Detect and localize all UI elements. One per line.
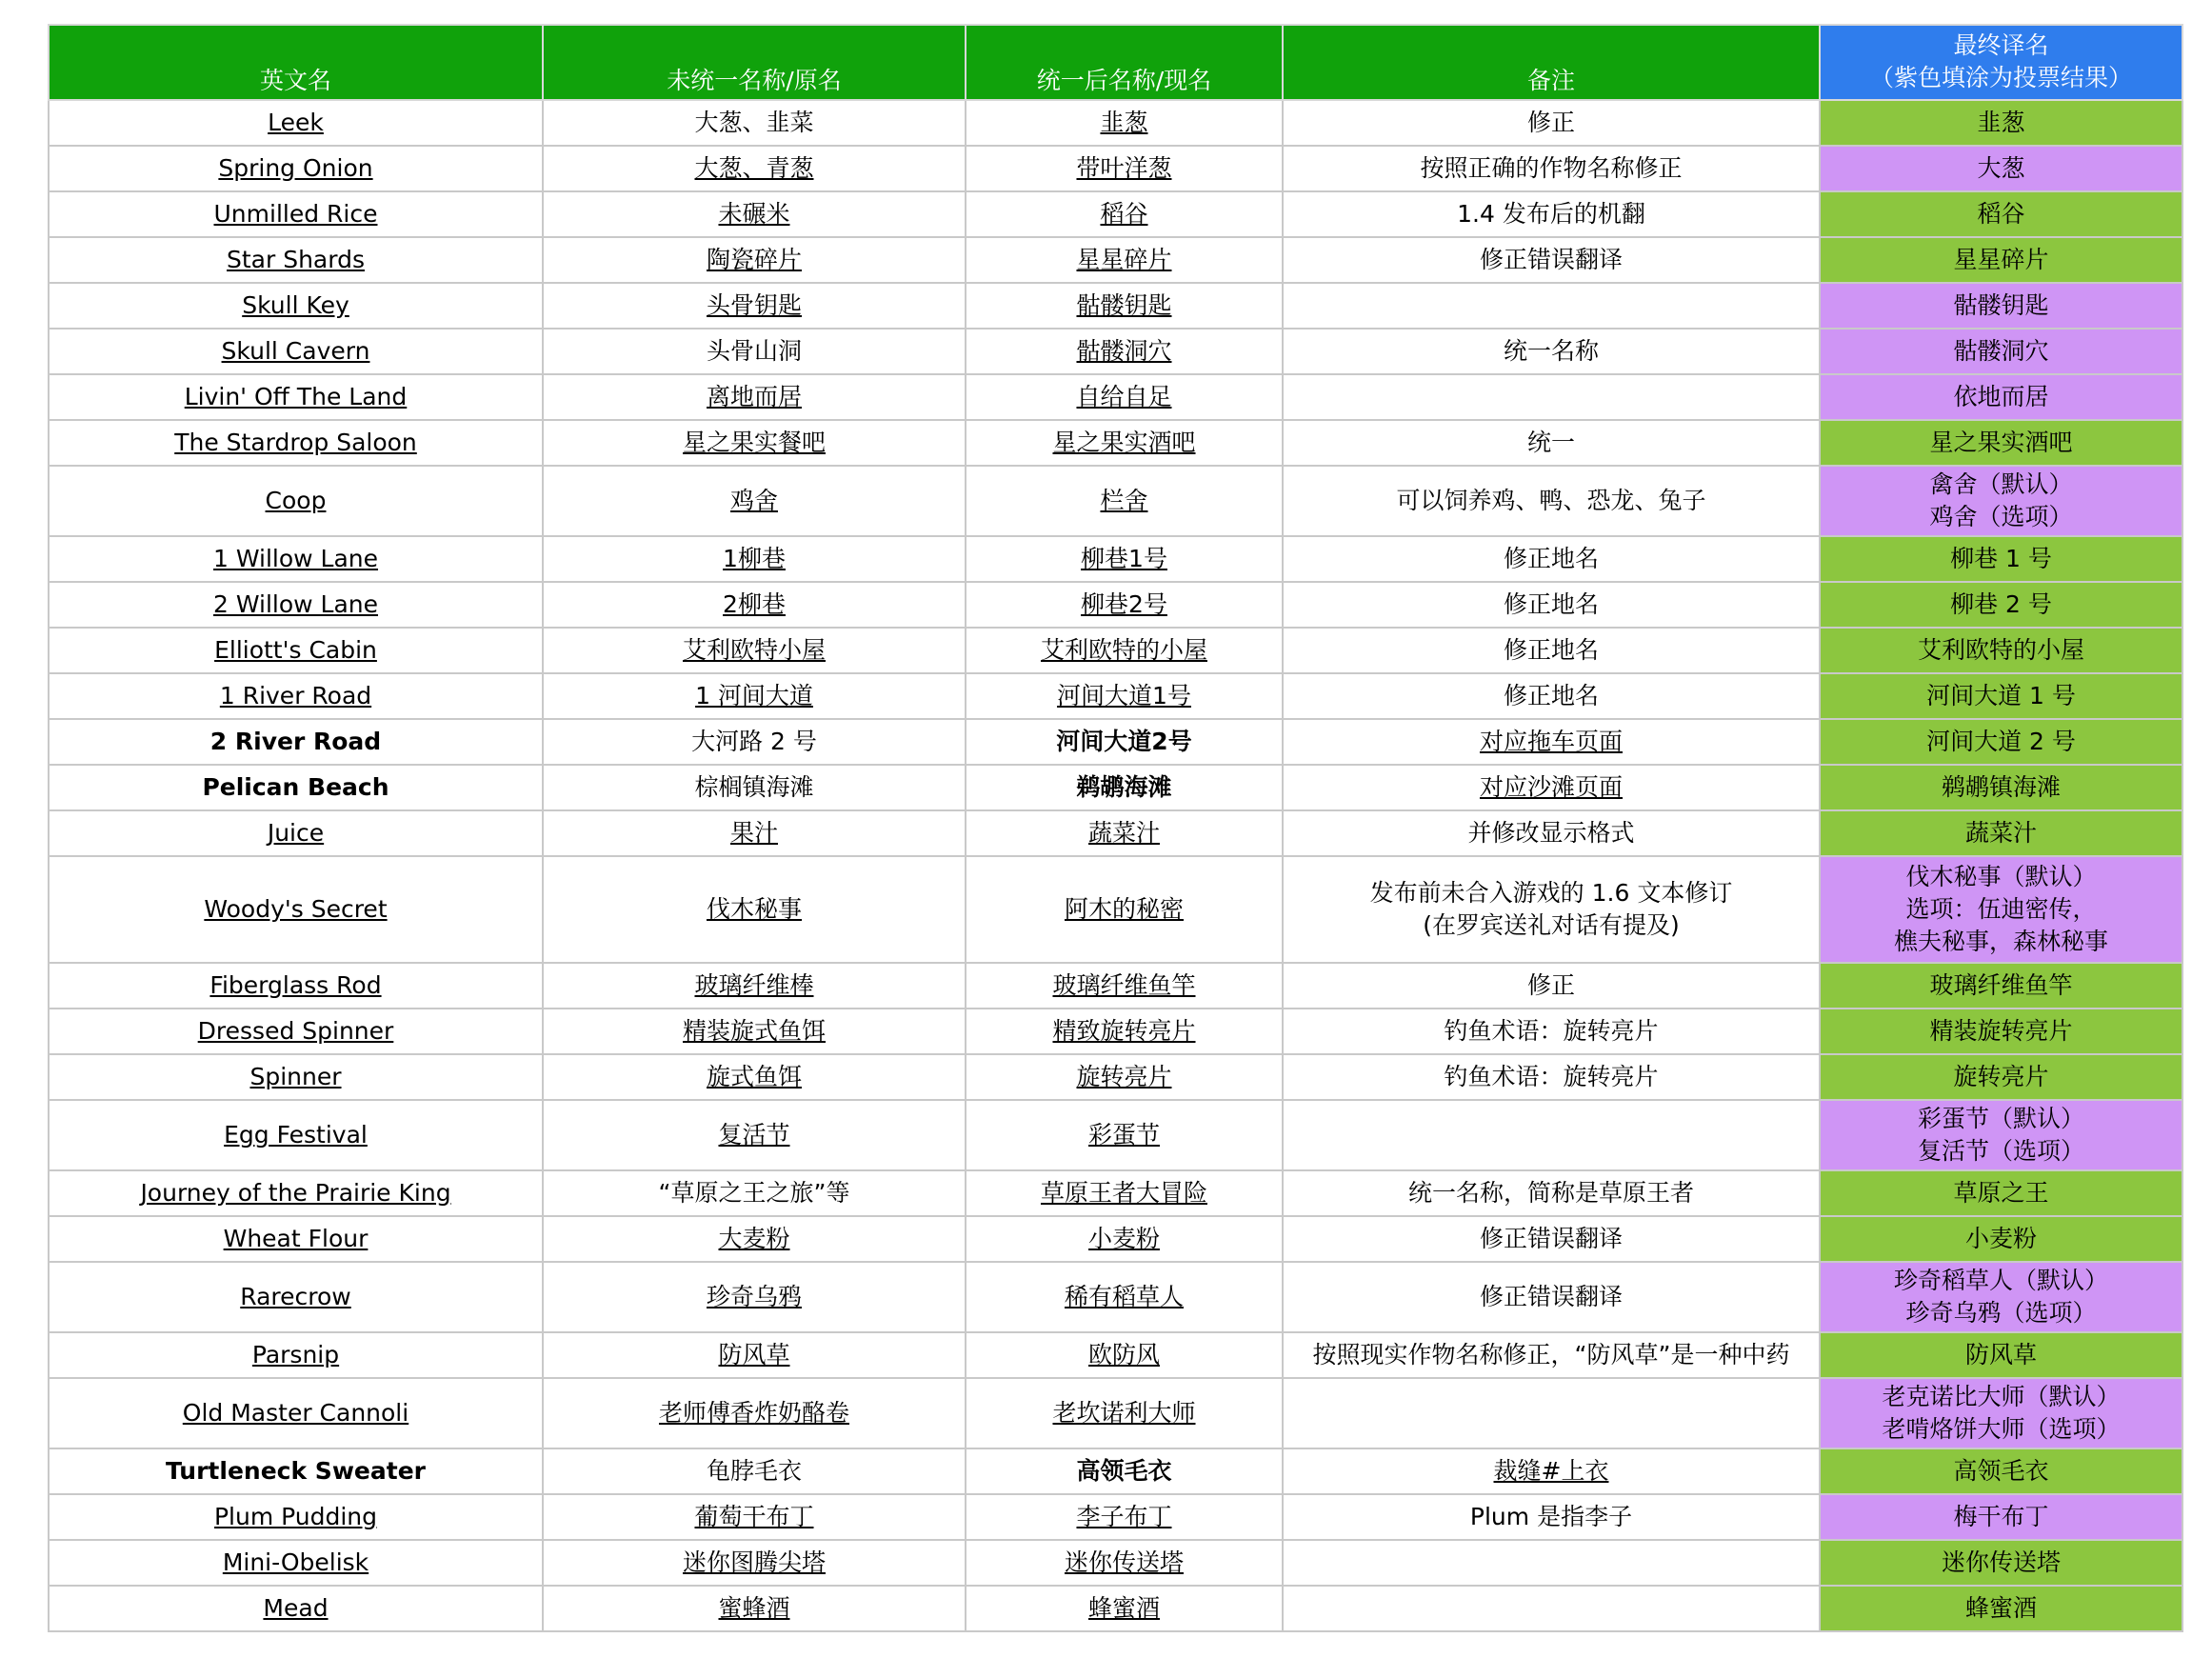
final-name-cell: 珍奇稻草人（默认） 珍奇乌鸦（选项）	[1820, 1262, 2182, 1332]
table-row	[49, 1100, 2182, 1170]
original-name-cell[interactable]: 大麦粉	[543, 1216, 966, 1262]
table-row	[49, 963, 2182, 1009]
table-header	[49, 25, 2182, 100]
note-cell[interactable]: 对应沙滩页面	[1283, 765, 1820, 810]
table-row	[49, 1332, 2182, 1378]
table-row	[49, 374, 2182, 420]
english-name-cell[interactable]: Spring Onion	[49, 146, 543, 191]
english-name-cell[interactable]: Woody's Secret	[49, 856, 543, 963]
header-notes: 备注	[1283, 25, 1820, 100]
original-name-cell: 大葱、韭菜	[543, 100, 966, 146]
table-row	[49, 420, 2182, 466]
original-name-cell[interactable]: 葡萄干布丁	[543, 1494, 966, 1540]
unified-name-cell[interactable]: 蜂蜜酒	[966, 1586, 1283, 1631]
final-name-cell: 河间大道 2 号	[1820, 719, 2182, 765]
english-name-cell[interactable]: Wheat Flour	[49, 1216, 543, 1262]
final-name-cell: 艾利欧特的小屋	[1820, 628, 2182, 673]
header-original-name: 未统一名称/原名	[543, 25, 966, 100]
unified-name-cell[interactable]: 柳巷2号	[966, 582, 1283, 628]
unified-name-cell[interactable]: 草原王者大冒险	[966, 1170, 1283, 1216]
final-name-cell: 迷你传送塔	[1820, 1540, 2182, 1586]
final-name-cell: 旋转亮片	[1820, 1054, 2182, 1100]
note-cell: 发布前未合入游戏的 1.6 文本修订 (在罗宾送礼对话有提及)	[1283, 856, 1820, 963]
final-name-cell: 骷髅钥匙	[1820, 283, 2182, 329]
english-name-cell[interactable]: Journey of the Prairie King	[49, 1170, 543, 1216]
table-row	[49, 100, 2182, 146]
note-cell	[1283, 1100, 1820, 1170]
english-name-cell[interactable]: Mead	[49, 1586, 543, 1631]
english-name-cell[interactable]: Coop	[49, 466, 543, 536]
original-name-cell[interactable]: 陶瓷碎片	[543, 237, 966, 283]
table-row	[49, 810, 2182, 856]
final-name-cell: 稻谷	[1820, 191, 2182, 237]
unified-name-cell[interactable]: 蔬菜汁	[966, 810, 1283, 856]
unified-name-cell[interactable]: 骷髅钥匙	[966, 283, 1283, 329]
unified-name-cell[interactable]: 稀有稻草人	[966, 1262, 1283, 1332]
unified-name-cell[interactable]: 精致旋转亮片	[966, 1009, 1283, 1054]
unified-name-cell[interactable]: 阿木的秘密	[966, 856, 1283, 963]
original-name-cell[interactable]: 迷你图腾尖塔	[543, 1540, 966, 1586]
table-row	[49, 1170, 2182, 1216]
table-row	[49, 1262, 2182, 1332]
english-name-cell[interactable]: The Stardrop Saloon	[49, 420, 543, 466]
note-cell[interactable]: 裁缝#上衣	[1283, 1448, 1820, 1494]
note-cell	[1283, 1586, 1820, 1631]
note-cell: 修正地名	[1283, 582, 1820, 628]
final-name-cell: 玻璃纤维鱼竿	[1820, 963, 2182, 1009]
header-unified-name: 统一后名称/现名	[966, 25, 1283, 100]
translation-table	[48, 24, 2183, 1632]
final-name-cell: 禽舍（默认） 鸡舍（选项）	[1820, 466, 2182, 536]
final-name-cell: 星星碎片	[1820, 237, 2182, 283]
final-name-cell: 防风草	[1820, 1332, 2182, 1378]
english-name-cell[interactable]: Skull Cavern	[49, 329, 543, 374]
note-cell: 修正错误翻译	[1283, 237, 1820, 283]
unified-name-cell[interactable]: 小麦粉	[966, 1216, 1283, 1262]
table-row	[49, 856, 2182, 963]
unified-name-cell[interactable]: 李子布丁	[966, 1494, 1283, 1540]
table-row	[49, 1216, 2182, 1262]
english-name-cell[interactable]: Elliott's Cabin	[49, 628, 543, 673]
unified-name-cell[interactable]: 迷你传送塔	[966, 1540, 1283, 1586]
table-row	[49, 1494, 2182, 1540]
table-row	[49, 237, 2182, 283]
unified-name-cell[interactable]: 玻璃纤维鱼竿	[966, 963, 1283, 1009]
final-name-cell: 蜂蜜酒	[1820, 1586, 2182, 1631]
original-name-cell: 龟脖毛衣	[543, 1448, 966, 1494]
english-name-cell[interactable]: Fiberglass Rod	[49, 963, 543, 1009]
note-cell	[1283, 1540, 1820, 1586]
final-name-cell: 骷髅洞穴	[1820, 329, 2182, 374]
final-name-cell: 大葱	[1820, 146, 2182, 191]
original-name-cell[interactable]: 旋式鱼饵	[543, 1054, 966, 1100]
note-cell: 修正	[1283, 963, 1820, 1009]
final-name-cell: 柳巷 1 号	[1820, 536, 2182, 582]
final-name-cell: 星之果实酒吧	[1820, 420, 2182, 466]
original-name-cell[interactable]: 玻璃纤维棒	[543, 963, 966, 1009]
table-row	[49, 582, 2182, 628]
original-name-cell[interactable]: 星之果实餐吧	[543, 420, 966, 466]
final-name-cell: 梅干布丁	[1820, 1494, 2182, 1540]
original-name-cell[interactable]: 复活节	[543, 1100, 966, 1170]
table-row	[49, 466, 2182, 536]
table-row	[49, 1378, 2182, 1448]
english-name-cell[interactable]: Unmilled Rice	[49, 191, 543, 237]
table-row	[49, 673, 2182, 719]
final-name-cell: 精装旋转亮片	[1820, 1009, 2182, 1054]
table-row	[49, 191, 2182, 237]
note-cell: 修正地名	[1283, 536, 1820, 582]
original-name-cell[interactable]: 大葱、青葱	[543, 146, 966, 191]
table-row	[49, 329, 2182, 374]
original-name-cell[interactable]: 老师傅香炸奶酪卷	[543, 1378, 966, 1448]
english-name-cell[interactable]: Old Master Cannoli	[49, 1378, 543, 1448]
note-cell: Plum 是指李子	[1283, 1494, 1820, 1540]
unified-name-cell[interactable]: 栏舍	[966, 466, 1283, 536]
english-name-cell: Pelican Beach	[49, 765, 543, 810]
header-english-name: 英文名	[49, 25, 543, 100]
original-name-cell[interactable]: 蜜蜂酒	[543, 1586, 966, 1631]
original-name-cell[interactable]: 1 河间大道	[543, 673, 966, 719]
note-cell: 统一	[1283, 420, 1820, 466]
note-cell: 修正错误翻译	[1283, 1262, 1820, 1332]
table-row	[49, 1009, 2182, 1054]
original-name-cell[interactable]: 1柳巷	[543, 536, 966, 582]
original-name-cell: “草原之王之旅”等	[543, 1170, 966, 1216]
unified-name-cell[interactable]: 稻谷	[966, 191, 1283, 237]
english-name-cell[interactable]: Parsnip	[49, 1332, 543, 1378]
english-name-cell[interactable]: Mini-Obelisk	[49, 1540, 543, 1586]
final-name-cell: 蔬菜汁	[1820, 810, 2182, 856]
final-name-cell: 柳巷 2 号	[1820, 582, 2182, 628]
note-cell	[1283, 1378, 1820, 1448]
unified-name-cell[interactable]: 骷髅洞穴	[966, 329, 1283, 374]
unified-name-cell[interactable]: 自给自足	[966, 374, 1283, 420]
unified-name-cell[interactable]: 星星碎片	[966, 237, 1283, 283]
english-name-cell[interactable]: Egg Festival	[49, 1100, 543, 1170]
english-name-cell[interactable]: Livin' Off The Land	[49, 374, 543, 420]
original-name-cell: 头骨山洞	[543, 329, 966, 374]
unified-name-cell[interactable]: 星之果实酒吧	[966, 420, 1283, 466]
unified-name-cell[interactable]: 带叶洋葱	[966, 146, 1283, 191]
english-name-cell[interactable]: Skull Key	[49, 283, 543, 329]
final-name-cell: 彩蛋节（默认） 复活节（选项）	[1820, 1100, 2182, 1170]
table-body	[49, 100, 2182, 1631]
table-row	[49, 146, 2182, 191]
note-cell[interactable]: 对应拖车页面	[1283, 719, 1820, 765]
english-name-cell[interactable]: Spinner	[49, 1054, 543, 1100]
original-name-cell[interactable]: 珍奇乌鸦	[543, 1262, 966, 1332]
unified-name-cell[interactable]: 彩蛋节	[966, 1100, 1283, 1170]
note-cell	[1283, 374, 1820, 420]
original-name-cell[interactable]: 鸡舍	[543, 466, 966, 536]
unified-name-cell[interactable]: 欧防风	[966, 1332, 1283, 1378]
table-row	[49, 628, 2182, 673]
english-name-cell[interactable]: Star Shards	[49, 237, 543, 283]
table-row	[49, 1448, 2182, 1494]
final-name-cell: 草原之王	[1820, 1170, 2182, 1216]
english-name-cell[interactable]: Plum Pudding	[49, 1494, 543, 1540]
note-cell: 并修改显示格式	[1283, 810, 1820, 856]
english-name-cell[interactable]: 1 Willow Lane	[49, 536, 543, 582]
unified-name-cell[interactable]: 柳巷1号	[966, 536, 1283, 582]
final-name-cell: 伐木秘事（默认） 选项：伍迪密传， 樵夫秘事，森林秘事	[1820, 856, 2182, 963]
note-cell	[1283, 283, 1820, 329]
note-cell: 按照正确的作物名称修正	[1283, 146, 1820, 191]
original-name-cell[interactable]: 防风草	[543, 1332, 966, 1378]
unified-name-cell[interactable]: 河间大道1号	[966, 673, 1283, 719]
final-name-cell: 依地而居	[1820, 374, 2182, 420]
english-name-cell: Turtleneck Sweater	[49, 1448, 543, 1494]
header-row	[49, 25, 2182, 100]
final-name-cell: 韭葱	[1820, 100, 2182, 146]
table-row	[49, 283, 2182, 329]
note-cell: 钓鱼术语：旋转亮片	[1283, 1054, 1820, 1100]
original-name-cell[interactable]: 果汁	[543, 810, 966, 856]
original-name-cell[interactable]: 头骨钥匙	[543, 283, 966, 329]
unified-name-cell: 河间大道2号	[966, 719, 1283, 765]
original-name-cell[interactable]: 伐木秘事	[543, 856, 966, 963]
note-cell: 可以饲养鸡、鸭、恐龙、兔子	[1283, 466, 1820, 536]
table-row	[49, 765, 2182, 810]
note-cell: 修正地名	[1283, 628, 1820, 673]
note-cell: 1.4 发布后的机翻	[1283, 191, 1820, 237]
original-name-cell[interactable]: 未碾米	[543, 191, 966, 237]
table-row	[49, 1540, 2182, 1586]
english-name-cell[interactable]: Dressed Spinner	[49, 1009, 543, 1054]
final-name-cell: 老克诺比大师（默认） 老啃烙饼大师（选项）	[1820, 1378, 2182, 1448]
table-row	[49, 536, 2182, 582]
original-name-cell[interactable]: 2柳巷	[543, 582, 966, 628]
final-name-cell: 小麦粉	[1820, 1216, 2182, 1262]
original-name-cell[interactable]: 离地而居	[543, 374, 966, 420]
note-cell: 钓鱼术语：旋转亮片	[1283, 1009, 1820, 1054]
unified-name-cell: 高领毛衣	[966, 1448, 1283, 1494]
unified-name-cell: 鹈鹕海滩	[966, 765, 1283, 810]
final-name-cell: 河间大道 1 号	[1820, 673, 2182, 719]
table-row	[49, 719, 2182, 765]
original-name-cell: 棕榈镇海滩	[543, 765, 966, 810]
english-name-cell: 2 River Road	[49, 719, 543, 765]
original-name-cell[interactable]: 精装旋式鱼饵	[543, 1009, 966, 1054]
table-row	[49, 1586, 2182, 1631]
note-cell: 统一名称	[1283, 329, 1820, 374]
final-name-cell: 鹈鹕镇海滩	[1820, 765, 2182, 810]
unified-name-cell[interactable]: 老坎诺利大师	[966, 1378, 1283, 1448]
original-name-cell[interactable]: 艾利欧特小屋	[543, 628, 966, 673]
note-cell: 修正地名	[1283, 673, 1820, 719]
unified-name-cell[interactable]: 旋转亮片	[966, 1054, 1283, 1100]
note-cell: 按照现实作物名称修正，“防风草”是一种中药	[1283, 1332, 1820, 1378]
original-name-cell: 大河路 2 号	[543, 719, 966, 765]
note-cell: 统一名称，简称是草原王者	[1283, 1170, 1820, 1216]
table-row	[49, 1054, 2182, 1100]
english-name-cell[interactable]: Leek	[49, 100, 543, 146]
english-name-cell[interactable]: 1 River Road	[49, 673, 543, 719]
english-name-cell[interactable]: Juice	[49, 810, 543, 856]
header-final-name: 最终译名 （紫色填涂为投票结果）	[1820, 25, 2182, 100]
note-cell: 修正错误翻译	[1283, 1216, 1820, 1262]
english-name-cell[interactable]: Rarecrow	[49, 1262, 543, 1332]
unified-name-cell[interactable]: 韭葱	[966, 100, 1283, 146]
final-name-cell: 高领毛衣	[1820, 1448, 2182, 1494]
note-cell: 修正	[1283, 100, 1820, 146]
unified-name-cell[interactable]: 艾利欧特的小屋	[966, 628, 1283, 673]
english-name-cell[interactable]: 2 Willow Lane	[49, 582, 543, 628]
